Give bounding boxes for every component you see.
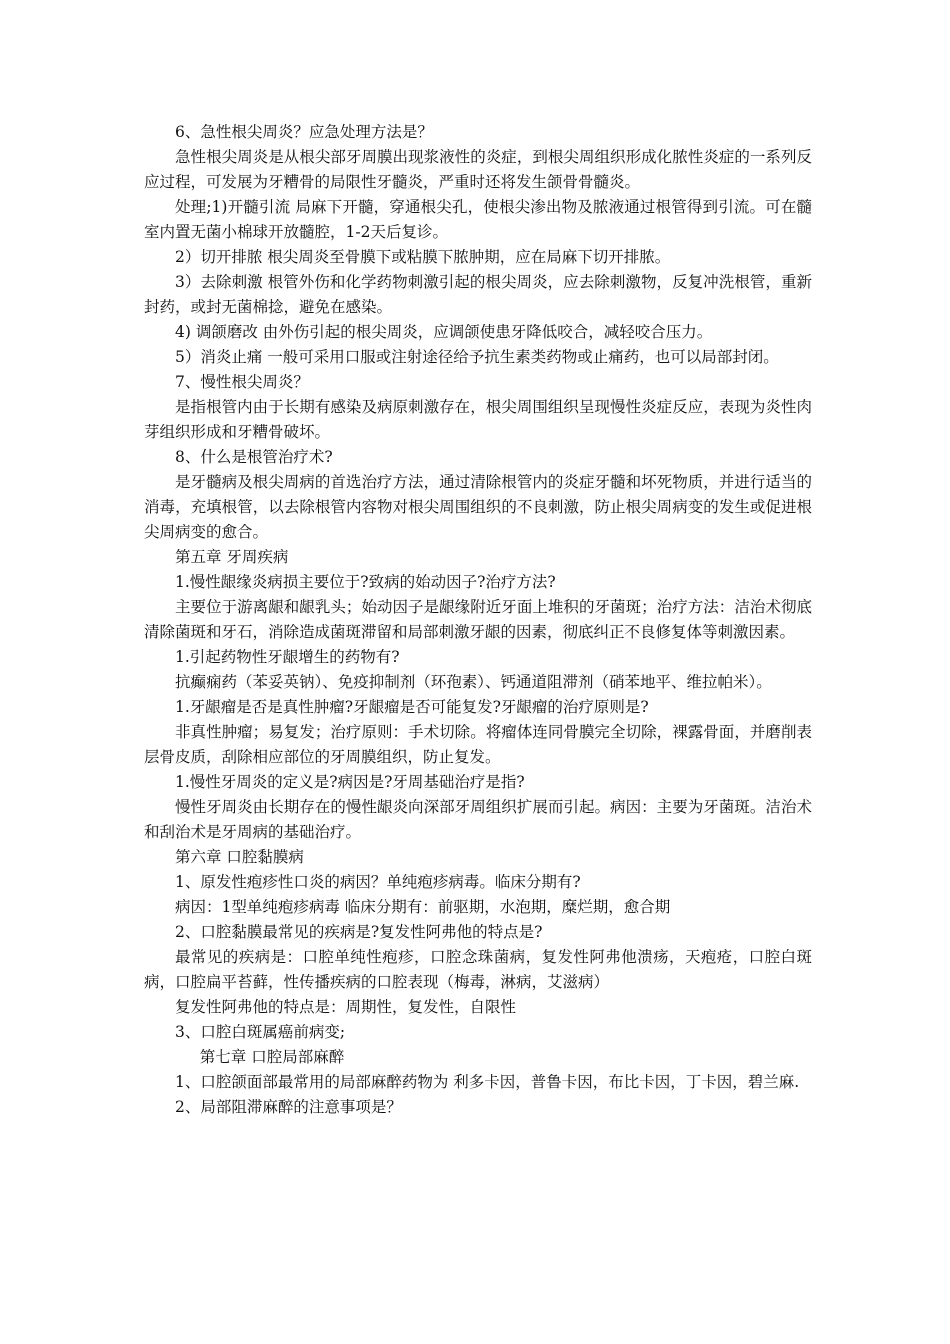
paragraph: 第五章 牙周疾病 <box>175 548 289 566</box>
paragraph: 1.慢性龈缘炎病损主要位于?致病的始动因子?治疗方法? <box>175 573 556 591</box>
paragraph: 1.引起药物性牙龈增生的药物有? <box>175 648 400 666</box>
paragraph: 1.牙龈瘤是否是真性肿瘤?牙龈瘤是否可能复发?牙龈瘤的治疗原则是? <box>175 698 649 716</box>
paragraph: 复发性阿弗他的特点是：周期性，复发性，自限性 <box>175 998 517 1016</box>
paragraph: 主要位于游离龈和龈乳头；始动因子是龈缘附近牙面上堆积的牙菌斑；治疗方法：洁治术彻底清除菌斑和牙石，消除造成菌斑滞留和局部刺激牙龈的因素，彻底纠正不良修复体等刺激因素。 <box>144 598 812 641</box>
paragraph: 3、口腔白斑属癌前病变; <box>175 1023 346 1041</box>
paragraph: 2）切开排脓 根尖周炎至骨膜下或粘膜下脓肿期，应在局麻下切开排脓。 <box>175 248 671 266</box>
paragraph: 4) 调颌磨改 由外伤引起的根尖周炎，应调颌使患牙降低咬合，减轻咬合压力。 <box>175 323 713 341</box>
paragraph: 1.慢性牙周炎的定义是?病因是?牙周基础治疗是指? <box>175 773 525 791</box>
paragraph: 6、急性根尖周炎？应急处理方法是？ <box>175 123 433 141</box>
paragraph: 非真性肿瘤；易复发；治疗原则：手术切除。将瘤体连同骨膜完全切除，裸露骨面，并磨削表层骨皮质，刮除相应部位的牙周膜组织，防止复发。 <box>144 723 812 766</box>
paragraph: 3）去除刺激 根管外伤和化学药物刺激引起的根尖周炎，应去除刺激物，反复冲洗根管，重新封药，或封无菌棉捻，避免在感染。 <box>144 273 812 316</box>
paragraph: 第七章 口腔局部麻醉 <box>199 1048 345 1066</box>
paragraph: 2、局部阻滞麻醉的注意事项是？ <box>175 1098 402 1116</box>
paragraph: 5）消炎止痛 一般可采用口服或注射途径给予抗生素类药物或止痛药，也可以局部封闭。 <box>175 348 779 366</box>
paragraph: 抗癫痫药（苯妥英钠）、免疫抑制剂（环孢素）、钙通道阻滞剂（硝苯地平、维拉帕米）。 <box>175 673 772 691</box>
document-body <box>144 120 812 1120</box>
paragraph: 2、口腔黏膜最常见的疾病是?复发性阿弗他的特点是? <box>175 923 543 941</box>
paragraph: 1、原发性疱疹性口炎的病因？单纯疱疹病毒。临床分期有? <box>175 873 581 891</box>
paragraph: 慢性牙周炎由长期存在的慢性龈炎向深部牙周组织扩展而引起。病因：主要为牙菌斑。洁治术和刮治术是牙周病的基础治疗。 <box>144 798 812 841</box>
paragraph: 最常见的疾病是：口腔单纯性疱疹，口腔念珠菌病，复发性阿弗他溃疡，天疱疮，口腔白斑病，口腔扁平苔藓，性传播疾病的口腔表现（梅毒，淋病，艾滋病） <box>144 948 812 991</box>
paragraph: 急性根尖周炎是从根尖部牙周膜出现浆液性的炎症，到根尖周组织形成化脓性炎症的一系列反应过程，可发展为牙糟骨的局限性牙髓炎，严重时还将发生颌骨骨髓炎。 <box>144 148 812 191</box>
paragraph: 是指根管内由于长期有感染及病原刺激存在，根尖周围组织呈现慢性炎症反应，表现为炎性肉芽组织形成和牙糟骨破坏。 <box>144 398 812 441</box>
paragraph: 第六章 口腔黏膜病 <box>175 848 304 866</box>
paragraph: 病因：1型单纯疱疹病毒 临床分期有：前驱期，水泡期，糜烂期，愈合期 <box>175 898 671 916</box>
paragraph: 处理;1)开髓引流 局麻下开髓，穿通根尖孔，使根尖渗出物及脓液通过根管得到引流。可在髓室内置无菌小棉球开放髓腔，1-2天后复诊。 <box>144 198 812 241</box>
paragraph: 1、口腔颌面部最常用的局部麻醉药物为 利多卡因，普鲁卡因，布比卡因，丁卡因，碧兰麻. <box>175 1073 800 1091</box>
paragraph: 7、慢性根尖周炎？ <box>175 373 309 391</box>
paragraph: 是牙髓病及根尖周病的首选治疗方法，通过清除根管内的炎症牙髓和坏死物质，并进行适当的消毒，充填根管，以去除根管内容物对根尖周围组织的不良刺激，防止根尖周病变的发生或促进根尖周病变的愈合。 <box>144 473 812 541</box>
paragraph: 8、什么是根管治疗术? <box>175 448 333 466</box>
